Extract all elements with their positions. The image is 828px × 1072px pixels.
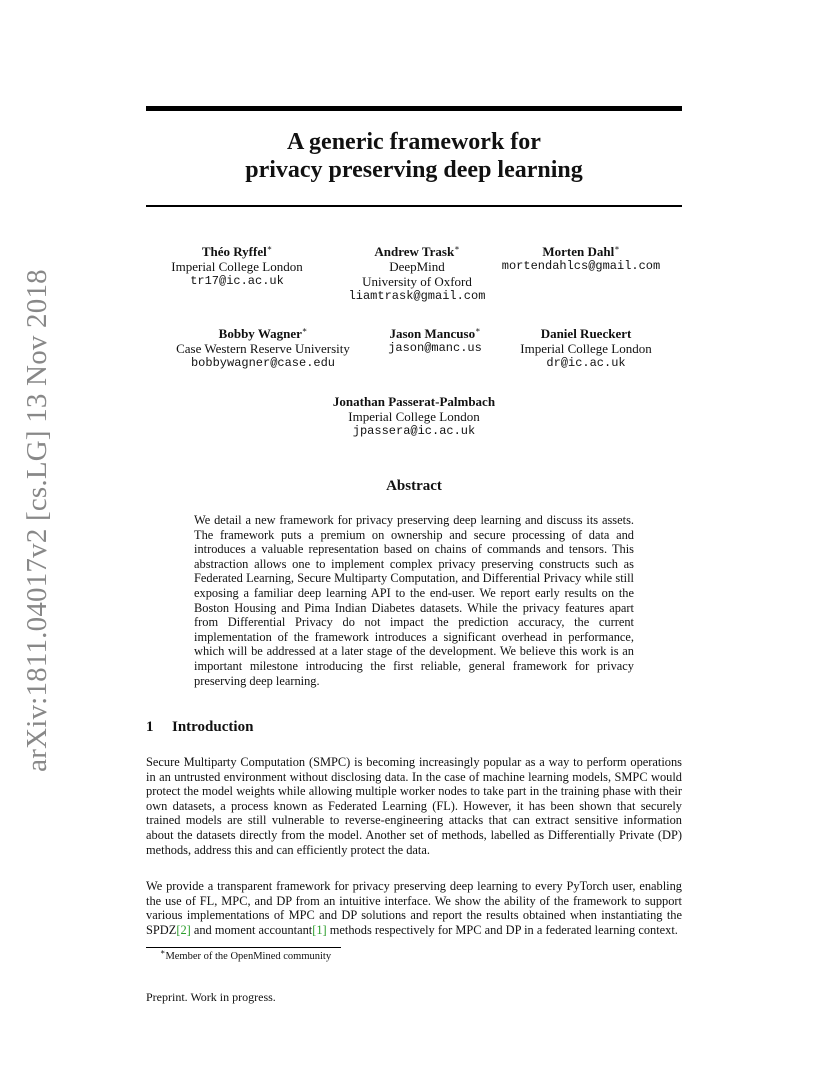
author-affiliation: Imperial College London	[520, 341, 652, 356]
author-affiliation: Imperial College London	[348, 409, 480, 424]
title-top-rule	[146, 106, 682, 111]
intro-paragraph-2	[146, 879, 682, 937]
author-block	[304, 394, 524, 439]
author-name: Bobby Wagner	[218, 326, 302, 341]
intro-paragraph-1: Secure Multiparty Computation (SMPC) is becoming increasingly popular as a way to perform operations in an untrusted environment without disclosing data. In the case of machine learning models, SMPC would protect the model weights while allowing multiple worker nodes to take part in the training phase with their own datasets, a process known as Federated Learning (FL). However, it has been shown that securely trained models are still vulnerable to reverse-engineering attacks that can extract sensitive information about the datasets directly from the model. Another set of methods, labelled as Differentially Private (DP) methods, address this and can efficiently protect the data.	[146, 755, 682, 857]
author-block: Bobby Wagner∗ Case Western Reserve University bobbywagner@case.edu	[153, 326, 373, 371]
abstract-heading: Abstract	[386, 478, 442, 494]
author-name: Jonathan Passerat-Palmbach	[332, 394, 496, 409]
author-affiliation: University of Oxford	[362, 274, 472, 289]
author-email[interactable]: mortendahlcs@gmail.com	[501, 259, 661, 273]
footnote-mark: ∗	[160, 947, 166, 957]
title-line-1: A generic framework for	[287, 129, 541, 155]
title-line-2: privacy preserving deep learning	[245, 157, 583, 183]
footnote-text: Member of the OpenMined community	[165, 951, 332, 962]
citation-link-spdz[interactable]: [2]	[176, 922, 191, 937]
intro-p2-text-a: We provide a transparent framework for privacy preserving deep learning to every PyTorch user, enabling the use of FL, MPC, and DP from an intuitive interface. We show the ability of the framework to support various implementations of MPC and DP solutions and report the results obtained when instantiating the SPDZ	[146, 879, 682, 937]
author-email[interactable]: dr@ic.ac.uk	[546, 356, 626, 370]
abstract-text: We detail a new framework for privacy preserving deep learning and discuss its assets. The framework puts a premium on ownership and secure processing of data and introduces a valuable representation based on chains of commands and tensors. This abstraction allows one to implement complex privacy preserving constructs such as Federated Learning, Secure Multiparty Computation, and Differential Privacy while still exposing a familiar deep learning API to the end-user. We report early results on the Boston Housing and Pima Indian Diabetes datasets. While the privacy features apart from Differential Privacy do not impact the prediction accuracy, the current implementation of the framework introduces a significant overhead in performance, which will be addressed at a later stage of the development. We believe this work is an important milestone introducing the first reliable, general framework for privacy preserving deep learning.	[194, 513, 634, 688]
footnote-rule	[146, 947, 341, 948]
intro-p2-text-c: methods respectively for MPC and DP in a federated learning context.	[326, 922, 678, 937]
author-affiliation: Case Western Reserve University	[176, 341, 350, 356]
preprint-notice: Preprint. Work in progress.	[146, 990, 276, 1004]
author-affiliation: Imperial College London	[171, 259, 303, 274]
author-block: Morten Dahl∗ mortendahlcs@gmail.com	[471, 244, 691, 274]
author-name: Daniel Rueckert	[540, 326, 632, 341]
arxiv-sidebar-stamp	[15, 268, 59, 772]
citation-link-moment-accountant[interactable]: [1]	[312, 922, 327, 937]
author-email[interactable]: tr17@ic.ac.uk	[190, 274, 284, 288]
section-title: Introduction	[172, 719, 254, 735]
author-name: Morten Dahl	[542, 244, 615, 259]
author-block: Andrew Trask∗ DeepMind University of Oxford liamtrask@gmail.com	[307, 244, 527, 304]
author-email[interactable]: liamtrask@gmail.com	[348, 289, 486, 303]
section-number: 1	[146, 719, 154, 735]
arxiv-identifier: arXiv:1811.04017v2 [cs.LG] 13 Nov 2018	[20, 268, 53, 772]
author-block	[476, 326, 696, 371]
author-email[interactable]: jpassera@ic.ac.uk	[352, 424, 476, 438]
author-affiliation: DeepMind	[389, 259, 445, 274]
author-email[interactable]: jason@manc.us	[388, 341, 482, 355]
intro-p2-text-b: and moment accountant	[190, 922, 313, 937]
author-email[interactable]: bobbywagner@case.edu	[190, 356, 336, 370]
author-name: Jason Mancuso	[389, 326, 476, 341]
author-name: Théo Ryffel	[201, 244, 267, 259]
title-bottom-rule	[146, 205, 682, 207]
footnote	[160, 947, 332, 962]
author-name: Andrew Trask	[374, 244, 455, 259]
section-heading	[146, 719, 253, 736]
paper-title	[146, 128, 682, 184]
author-block: Théo Ryffel∗ Imperial College London tr17@ic.ac.uk	[127, 244, 347, 289]
author-block: Jason Mancuso∗ jason@manc.us	[325, 326, 545, 356]
